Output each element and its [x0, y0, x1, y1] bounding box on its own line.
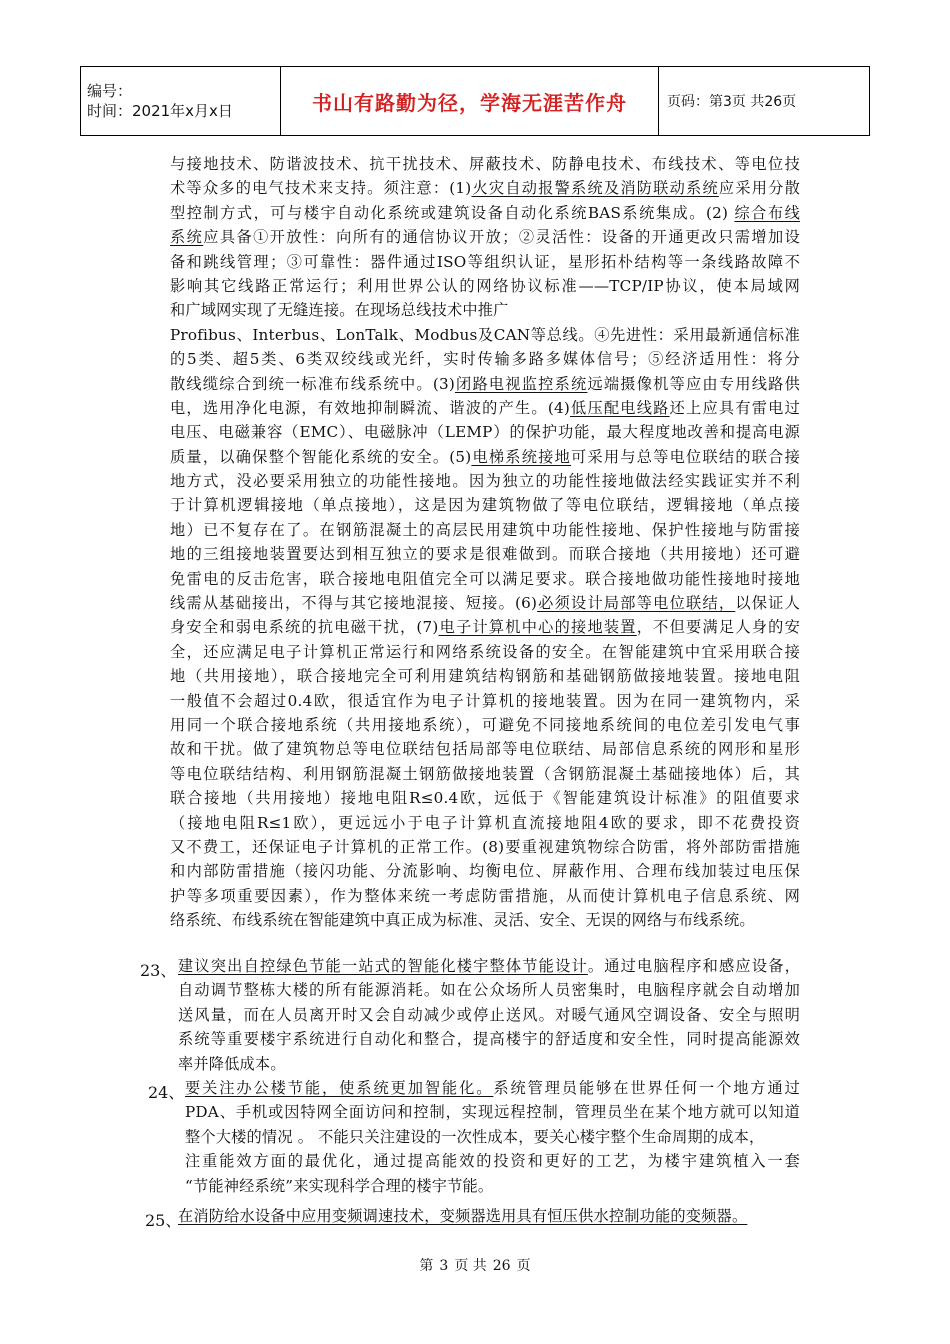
body-text-segment: （接地电阻R≤1欧），更远远小于电子计算机直流接地阻4欧的要求，即不花费投资 — [170, 813, 800, 832]
document-number-label: 编号： — [87, 82, 133, 100]
body-text-segment: 和内部防雷措施（接闪功能、分流影响、均衡电位、屏蔽作用、合理布线加装过电压保 — [170, 862, 800, 881]
body-text-segment: 影响其它线路正常运行；利用世界公认的网络协议标准——TCP/IP协议，使本局域网 — [170, 276, 800, 295]
body-paragraph — [170, 152, 800, 933]
body-line — [170, 640, 800, 664]
item-24-line — [185, 1174, 800, 1198]
item-23-line — [178, 1003, 800, 1027]
header-left-cell — [81, 67, 281, 135]
body-underlined-term: 电梯系统接地 — [471, 447, 572, 466]
item-24-line — [185, 1125, 800, 1149]
item-24-line — [185, 1076, 800, 1100]
body-line — [170, 518, 800, 542]
body-underlined-term: 系统 — [170, 228, 204, 247]
body-text-segment: 于计算机逻辑接地（单点接地），这是因为建筑物做了等电位联结，逻辑接地（单点接 — [170, 496, 800, 515]
body-line — [170, 152, 800, 176]
body-text-segment: 全，还应满足电子计算机正常运行和网络系统设备的安全。在智能建筑中宜采用联合接 — [170, 642, 800, 661]
body-underlined-term: 电子计算机中心的接地装置 — [438, 618, 637, 637]
body-line — [170, 347, 800, 371]
body-text-segment: 质量，以确保整个智能化系统的安全。(5) — [170, 447, 472, 466]
body-text-segment: 地（共用接地），联合接地完全可利用建筑结构钢筋和基础钢筋做接地装置。接地电阻 — [170, 667, 800, 686]
body-underlined-term: 低压配电线路 — [569, 398, 670, 417]
body-text-segment: 护等多项重要因素），作为整体来统一考虑防雷措施，从而使计算机电子信息系统、网 — [170, 886, 800, 905]
item-23-line — [178, 1027, 800, 1051]
item-23-text-segment: 系统等重要楼宇系统进行自动化和整合，提高楼宇的舒适度和安全性，同时提高能源效 — [178, 1030, 800, 1049]
body-text-segment: 备和跳线管理；③可靠性：器件通过ISO等组织认证，星形拓朴结构等一条线路故障不 — [170, 252, 800, 271]
body-text-segment: 还上应具有雷电过 — [669, 398, 800, 417]
body-line — [170, 176, 800, 200]
body-line — [170, 737, 800, 761]
body-text-segment: 远端摄像机等应由专用线路供 — [587, 374, 800, 393]
body-text-segment: 免雷电的反击危害，联合接地电阻值完全可以满足要求。联合接地做功能性接地时接地 — [170, 569, 800, 588]
body-text-segment: 一般值不会超过0.4欧，很适宜作为电子计算机的接地装置。因为在同一建筑物内，采 — [170, 691, 800, 710]
body-text-segment: 等电位联结结构、利用钢筋混凝土钢筋做接地装置（含钢筋混凝土基础接地体）后，其 — [170, 764, 800, 783]
body-text-segment: 用同一个联合接地系统（共用接地系统），可避免不同接地系统间的电位差引发电气事 — [170, 715, 800, 734]
body-line — [170, 493, 800, 517]
body-underlined-term: 必须设计局部等电位联结， — [537, 594, 736, 613]
body-text-segment: 地）已不复存在了。在钢筋混凝土的高层民用建筑中功能性接地、保护性接地与防雷接 — [170, 520, 800, 539]
body-line — [170, 835, 800, 859]
body-underlined-term: 闭路电视监控系统 — [454, 374, 588, 393]
item-25-text — [178, 1204, 800, 1228]
body-line — [170, 469, 800, 493]
body-line — [170, 323, 800, 347]
body-text-segment: 以保证人 — [735, 594, 800, 613]
item-24-text — [185, 1076, 800, 1198]
footer-mid: 页 共 — [454, 1258, 487, 1274]
footer-page-number: 3 — [439, 1258, 449, 1274]
item-23-text-segment: 自动调节整栋大楼的所有能源消耗。如在公众场所人员密集时，电脑程序就会自动增加 — [178, 981, 800, 1000]
body-text-segment: 应采用分散 — [718, 179, 801, 198]
body-line — [170, 567, 800, 591]
body-line — [170, 542, 800, 566]
item-23-text — [178, 954, 800, 1076]
footer-total-pages: 26 — [492, 1258, 511, 1274]
item-25-underlined-text: 在消防给水设备中应用变频调速技术，变频器选用具有恒压供水控制功能的变频器。 — [178, 1207, 748, 1225]
body-underlined-term: 火灾自动报警系统及消防联动系统 — [471, 179, 719, 198]
body-line — [170, 762, 800, 786]
item-23-number: 23、 — [140, 961, 177, 980]
body-text-segment: 地方式，没必要采用独立的功能性接地。因为独立的功能性接地做法经实践证实并不利 — [170, 472, 800, 491]
header-page-info: 页码：第3页 共26页 — [667, 94, 797, 110]
body-text-segment: 又不费工，还保证电子计算机的正常工作。(8)要重视建筑物综合防雷，将外部防雷措施 — [170, 837, 800, 856]
item-25-number: 25、 — [145, 1211, 182, 1230]
item-24-text-segment: 系统管理员能够在世界任何一个地方通过 — [493, 1079, 800, 1097]
item-24-number: 24、 — [148, 1083, 185, 1102]
body-line — [170, 664, 800, 688]
document-time-label: 时间：2021年x月x日 — [87, 102, 233, 120]
body-text-segment: 型控制方式，可与楼宇自动化系统或建筑设备自动化系统BAS系统集成。(2) — [170, 203, 735, 222]
body-text-segment: 和广域网实现了无缝连接。在现场总线技术中推广 — [170, 301, 509, 320]
body-line — [170, 372, 800, 396]
body-text-segment: 线需从基础接出，不得与其它接地混接、短接。(6) — [170, 594, 538, 613]
body-line — [170, 225, 800, 249]
body-line — [170, 274, 800, 298]
body-text-segment: 应具备①开放性：向所有的通信协议开放；②灵活性：设备的开通更改只需增加设 — [203, 228, 801, 247]
body-text-segment: 电，选用净化电源，有效地抑制瞬流、谐波的产生。(4) — [170, 398, 570, 417]
item-24-text-segment: PDA、手机或因特网全面访问和控制，实现远程控制，管理员坐在某个地方就可以知道 — [185, 1103, 800, 1122]
body-line — [170, 250, 800, 274]
body-text-segment: 可采用与总等电位联结的联合接 — [571, 447, 800, 466]
item-24-text-segment: 注重能效方面的最优化，通过提高能效的投资和更好的工艺，为楼宇建筑植入一套 — [185, 1152, 800, 1171]
footer-suffix: 页 — [516, 1258, 531, 1274]
body-line — [170, 591, 800, 615]
body-line — [170, 908, 800, 932]
body-line — [170, 420, 800, 444]
item-23-text-segment: 率并降低成本。 — [178, 1054, 286, 1073]
item-23-text-segment: 送风量，而在人员离开时又会自动减少或停止送风。对暖气通风空调设备、安全与照明 — [178, 1005, 800, 1024]
footer-prefix: 第 — [419, 1258, 434, 1274]
body-text-segment: 身安全和弱电系统的抗电磁干扰，(7) — [170, 618, 439, 637]
body-line — [170, 615, 800, 639]
body-text-segment: 的5类、超5类、6类双绞线或光纤，实时传输多路多媒体信号；⑤经济适用性：将分 — [170, 350, 800, 369]
header-motto: 书山有路勤为径，学海无涯苦作舟 — [281, 67, 659, 135]
page-footer — [0, 1255, 950, 1275]
item-24-text-segment: 整个大楼的情况 。 不能只关注建设的一次性成本，要关心楼宇整个生命周期的成本， — [185, 1127, 765, 1146]
body-text-segment: 地的三组接地装置要达到相互独立的要求是很难做到。而联合接地（共用接地）还可避 — [170, 545, 800, 564]
body-line — [170, 396, 800, 420]
body-line — [170, 884, 800, 908]
item-24-underlined-term: 要关注办公楼节能，使系统更加智能化。 — [185, 1079, 494, 1097]
body-underlined-term: 综合布线 — [734, 203, 800, 222]
body-text-segment: 故和干扰。做了建筑物总等电位联结包括局部等电位联结、局部信息系统的网形和星形 — [170, 740, 800, 759]
body-line — [170, 786, 800, 810]
body-line — [170, 445, 800, 469]
item-23-underlined-term: 建议突出自控绿色节能一站式的智能化楼宇整体节能设计 — [178, 957, 588, 975]
body-line — [170, 811, 800, 835]
item-24-line — [185, 1100, 800, 1124]
body-line — [170, 713, 800, 737]
item-24-line — [185, 1149, 800, 1173]
item-23-line — [178, 954, 800, 978]
body-line — [170, 201, 800, 225]
item-23-text-segment: 。通过电脑程序和感应设备， — [587, 957, 800, 975]
body-text-segment: 术等众多的电气技术来支持。须注意：(1) — [170, 179, 472, 198]
body-text-segment: 电压、电磁兼容（EMC）、电磁脉冲（LEMP）的保护功能，最大程度地改善和提高电源 — [170, 423, 800, 442]
body-text-segment: 络系统、布线系统在智能建筑中真正成为标准、灵活、安全、无误的网络与布线系统。 — [170, 911, 755, 930]
body-line — [170, 859, 800, 883]
body-text-segment: ，不但要满足人身的安 — [636, 618, 800, 637]
item-24-text-segment: “节能神经系统”来实现科学合理的楼宇节能。 — [185, 1176, 494, 1195]
body-text-segment: 与接地技术、防谐波技术、抗干扰技术、屏蔽技术、防静电技术、布线技术、等电位技 — [170, 155, 800, 173]
body-text-segment: Profibus、Interbus、LonTalk、Modbus及CAN等总线。④先进性：采用最新通信标准 — [170, 325, 800, 344]
body-text-segment: 散线缆综合到统一标准布线系统中。(3) — [170, 374, 455, 393]
body-text-segment: 联合接地（共用接地）接地电阻R≤0.4欧，远低于《智能建筑设计标准》的阻值要求 — [170, 789, 800, 808]
body-line — [170, 298, 800, 322]
body-line — [170, 689, 800, 713]
item-23-line — [178, 1052, 800, 1076]
header-table — [80, 66, 870, 136]
item-23-line — [178, 978, 800, 1002]
